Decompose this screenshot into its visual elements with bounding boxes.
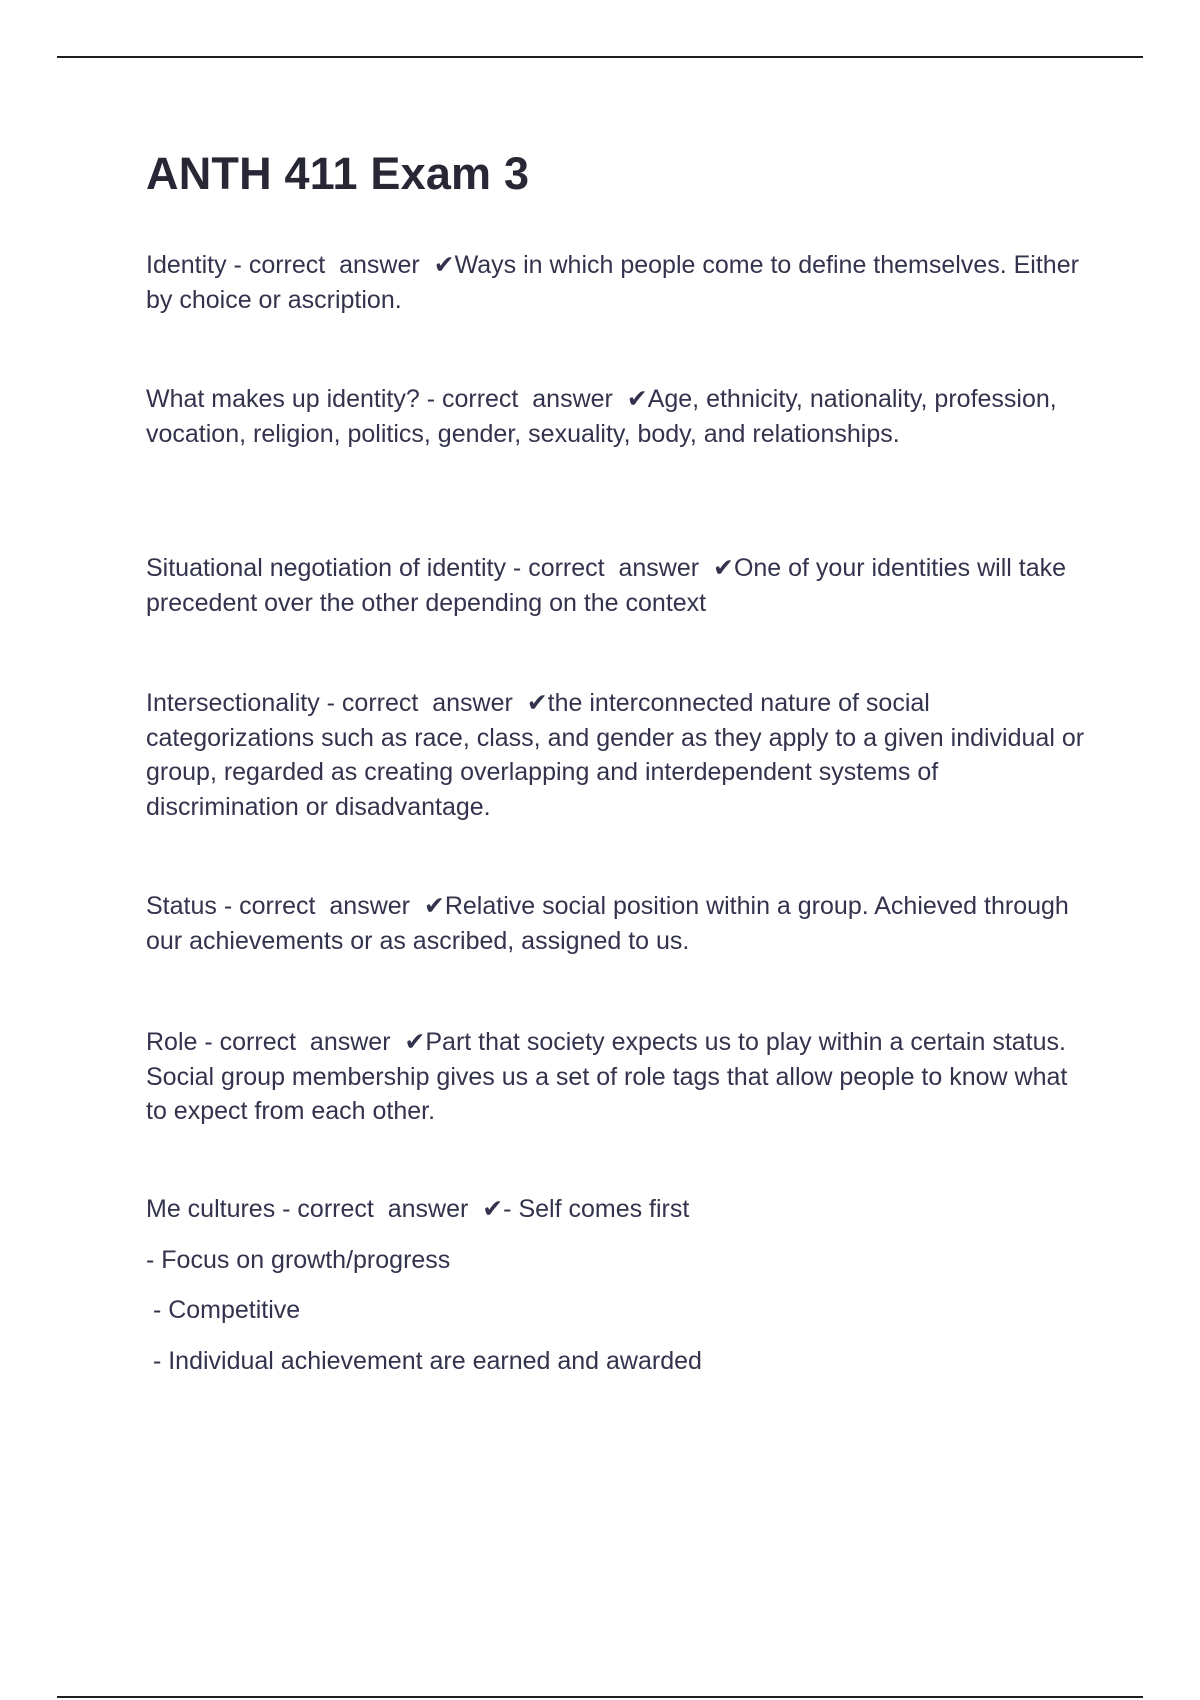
answer-text: Relative social position within a group. Achieved through our achievements or as ascribed, assigned to us. <box>146 892 1076 955</box>
answer-text: One of your identities will take precedent over the other depending on the context <box>146 554 1073 617</box>
qa-entry-what-makes-up-identity <box>146 382 1092 451</box>
document-title: ANTH 411 Exam 3 <box>146 148 530 199</box>
answer-text: Age, ethnicity, nationality, profession, vocation, religion, politics, gender, sexuality, body, and relationships. <box>146 385 1064 448</box>
question-term: Role <box>146 1028 198 1056</box>
answer-text: Part that society expects us to play within a certain status. Social group membership gives us a set of role tags that allow people to know what to expect from each other. <box>146 1028 1075 1125</box>
qa-entry-identity <box>146 248 1092 317</box>
header-rule <box>57 56 1143 58</box>
question-term: What makes up identity? <box>146 385 420 413</box>
question-term: Me cultures <box>146 1195 276 1223</box>
footer-rule <box>57 1696 1143 1698</box>
answer-list-item: - Individual achievement are earned and awarded <box>146 1347 702 1375</box>
qa-entry-status <box>146 889 1092 958</box>
qa-entry-role <box>146 1025 1092 1129</box>
answer-marker: - correct answer ✔ <box>505 554 734 582</box>
answer-marker: - correct answer ✔ <box>226 251 455 279</box>
answer-text: Ways in which people come to define themselves. Either by choice or ascription. <box>146 251 1086 314</box>
question-term: Status <box>146 892 217 920</box>
question-term: Intersectionality <box>146 689 320 717</box>
question-term: Situational negotiation of identity <box>146 554 506 582</box>
answer-text: the interconnected nature of social categorizations such as race, class, and gender as they apply to a given individual or group, regarded as creating overlapping and interdependent systems of discrimination or disadvantage. <box>146 689 1092 821</box>
answer-marker: - correct answer ✔ <box>419 385 648 413</box>
answer-list-item: - Competitive <box>146 1296 301 1324</box>
answer-list-item: - Focus on growth/progress <box>146 1246 451 1274</box>
qa-entry-intersectionality <box>146 686 1092 824</box>
answer-marker: - correct answer ✔ <box>275 1195 504 1223</box>
answer-marker: - correct answer ✔ <box>197 1028 426 1056</box>
answer-marker: - correct answer ✔ <box>216 892 445 920</box>
qa-entry-situational-negotiation <box>146 551 1092 620</box>
answer-marker: - correct answer ✔ <box>319 689 548 717</box>
answer-list-item: - Self comes first <box>503 1195 690 1223</box>
question-term: Identity <box>146 251 227 279</box>
qa-entry-me-cultures-first-line <box>146 1192 689 1226</box>
